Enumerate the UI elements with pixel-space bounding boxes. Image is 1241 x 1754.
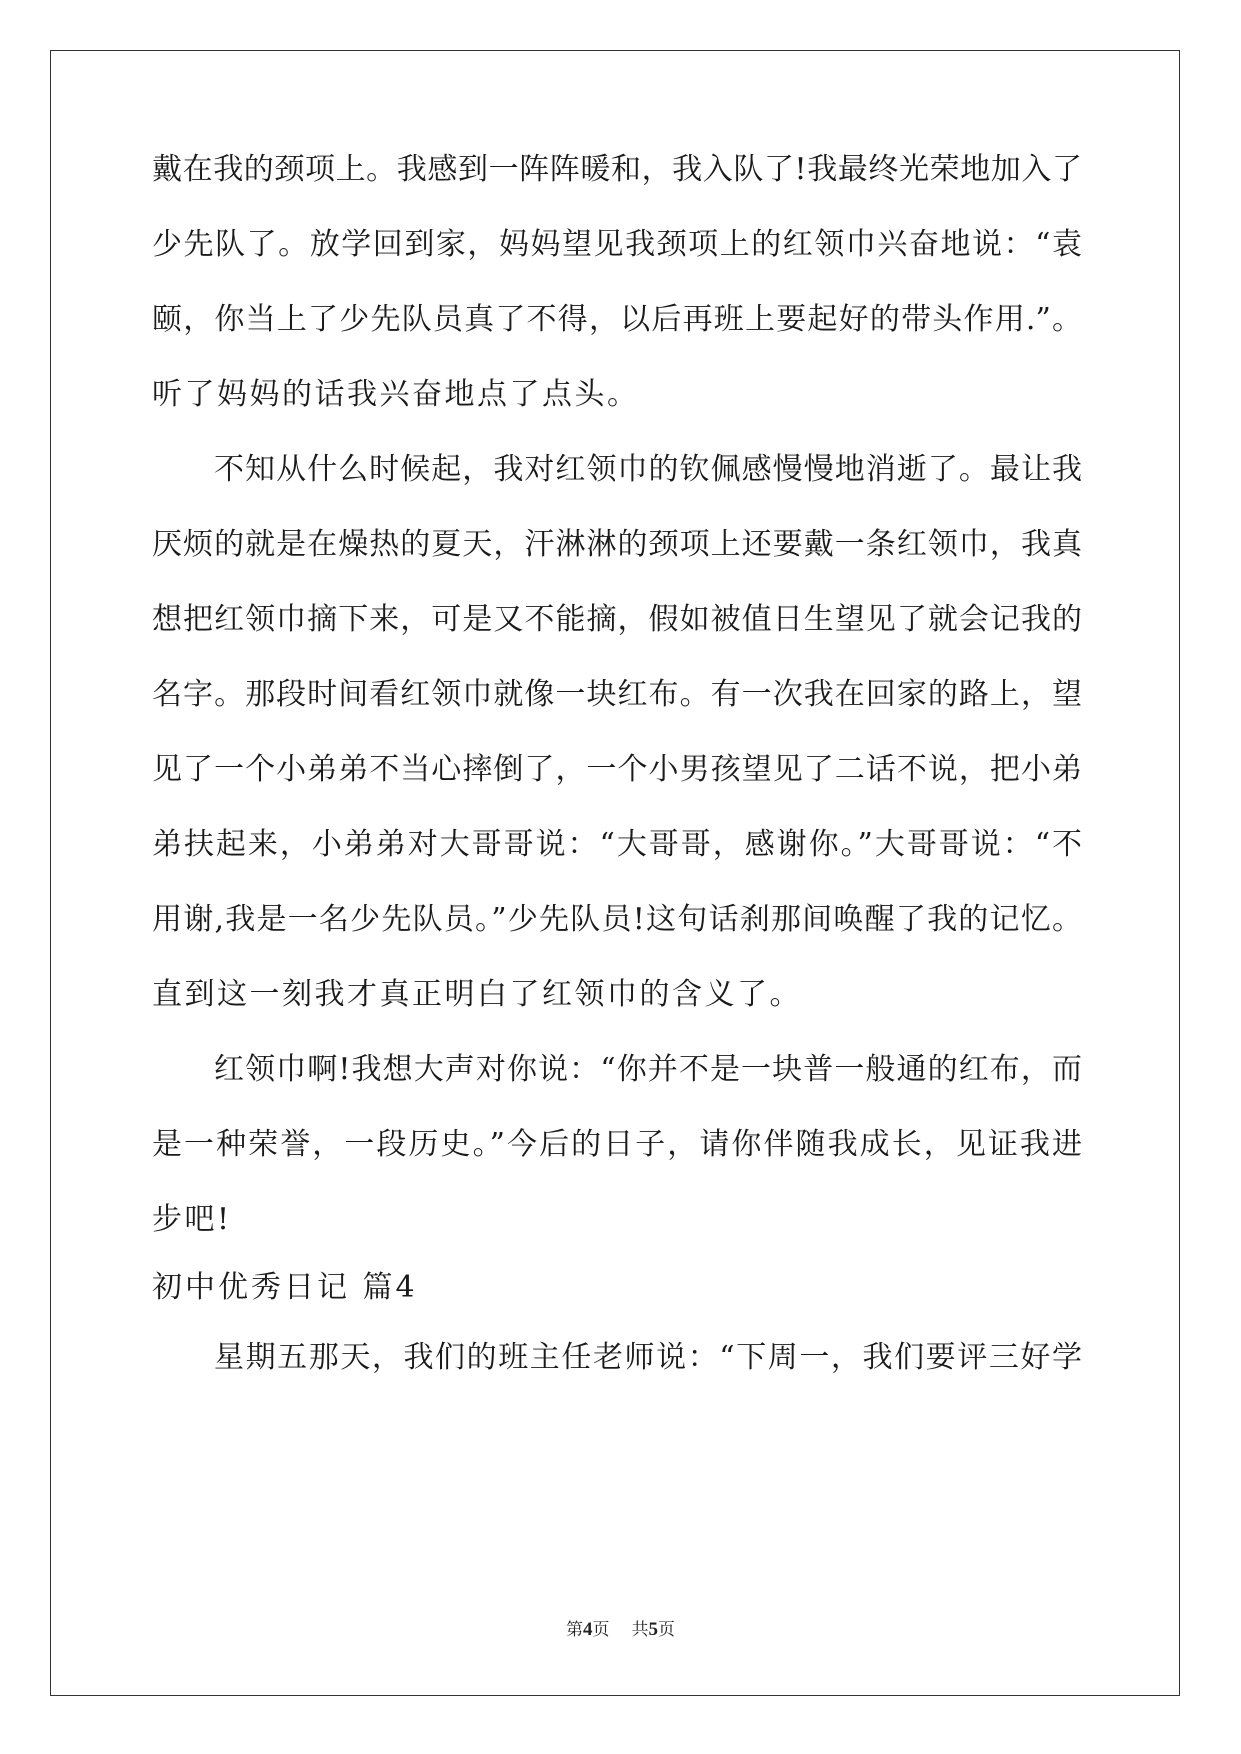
paragraph-1-line-4: 听了妈妈的话我兴奋地点了点头。	[152, 377, 640, 412]
paragraph-2-line-4: 名字。那段时间看红领巾就像一块红布。有一次我在回家的路上，望	[152, 677, 1082, 712]
paragraph-2-line-2: 厌烦的就是在燥热的夏天，汗淋淋的颈项上还要戴一条红领巾，我真	[152, 527, 1082, 562]
paragraph-1-line-1: 戴在我的颈项上。我感到一阵阵暖和，我入队了!我最终光荣地加入了	[152, 152, 1082, 187]
paragraph-3-line-2: 是一种荣誉，一段历史。”今后的日子，请你伴随我成长，见证我进	[152, 1127, 1082, 1162]
footer-total-suffix: 页	[658, 1620, 675, 1640]
footer-prefix: 第	[566, 1620, 583, 1640]
total-pages-number: 5	[648, 1619, 658, 1640]
section-heading: 初中优秀日记 篇4	[152, 1270, 418, 1305]
page-footer	[0, 1618, 1241, 1642]
paragraph-3-line-3: 步吧!	[152, 1202, 232, 1237]
paragraph-3-line-1: 红领巾啊!我想大声对你说：“你并不是一块普一般通的红布，而	[214, 1052, 1082, 1087]
paragraph-4-line-1: 星期五那天，我们的班主任老师说：“下周一，我们要评三好学	[214, 1340, 1082, 1375]
paragraph-1-line-3: 颐，你当上了少先队员真了不得，以后再班上要起好的带头作用.”。	[152, 302, 1082, 337]
paragraph-2-line-1: 不知从什么时候起，我对红领巾的钦佩感慢慢地消逝了。最让我	[214, 452, 1082, 487]
current-page-number: 4	[583, 1619, 593, 1640]
paragraph-2-line-5: 见了一个小弟弟不当心摔倒了，一个小男孩望见了二话不说，把小弟	[152, 752, 1082, 787]
footer-page-suffix: 页	[592, 1620, 610, 1640]
paragraph-2-line-7: 用谢,我是一名少先队员。”少先队员!这句话刹那间唤醒了我的记忆。	[152, 902, 1082, 937]
paragraph-2-line-6: 弟扶起来，小弟弟对大哥哥说：“大哥哥，感谢你。”大哥哥说：“不	[152, 827, 1082, 862]
page-border	[50, 50, 1180, 1696]
paragraph-2-line-8: 直到这一刻我才真正明白了红领巾的含义了。	[152, 977, 802, 1012]
paragraph-1-line-2: 少先队了。放学回到家，妈妈望见我颈项上的红领巾兴奋地说：“袁	[152, 227, 1082, 262]
paragraph-2-line-3: 想把红领巾摘下来，可是又不能摘，假如被值日生望见了就会记我的	[152, 602, 1082, 637]
footer-total-prefix: 共	[631, 1620, 649, 1640]
